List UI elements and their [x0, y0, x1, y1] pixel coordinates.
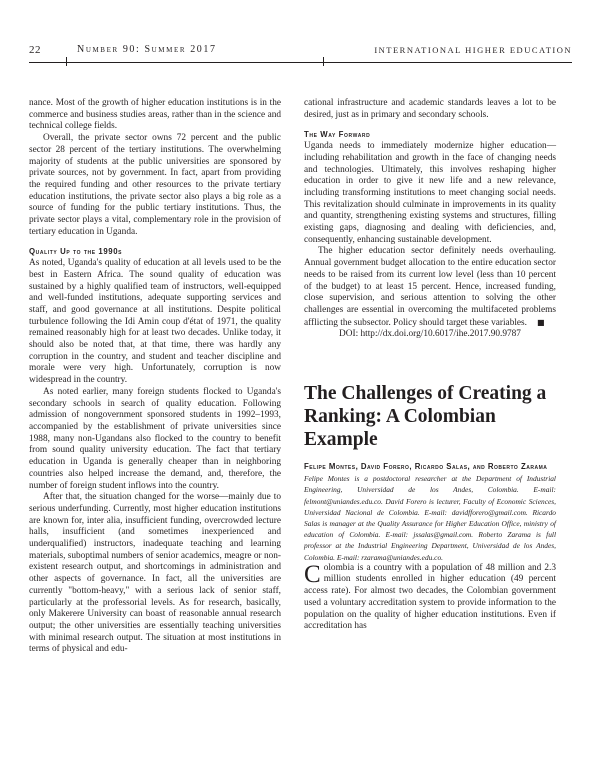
issue-label: Number 90: Summer 2017	[77, 44, 217, 55]
paragraph	[304, 246, 556, 329]
paragraph-text: The higher education sector definitely needs overhauling. Annual government budget allocation to the entire education sector needs to be raised from its current low level (less than 10 percent of the budget) to at least 15 percent. Hence, increased funding, close supervision, and serious attention to solving the other challenges are essential in overcoming the multifaceted problems afflicting the subsector. Policy should target these variables.	[304, 246, 556, 328]
article-intro	[304, 560, 556, 633]
journal-name: INTERNATIONAL HIGHER EDUCATION	[374, 45, 572, 55]
paragraph: cational infrastructure and academic standards leaves a lot to be desired, just as in primary and secondary schools.	[304, 98, 556, 120]
paragraph: nance. Most of the growth of higher education institutions is in the commerce and business studies areas, rather than in the science and technical college fields.	[29, 98, 281, 132]
paragraph: As noted, Uganda's quality of education at all levels used to be the best in Eastern Africa. The sound quality of education was sustained by a highly qualified team of instructors, well-equipped and well-funded institutions, adequate supporting services and staff, and good governance at all institutions. Despite political turbulence following the Idi Amin coup d'état of 1971, the quality remained reasonably high for at least two decades. Unlike today, it should also be noted that, at that time, there was hardly any corruption in the country, and student and teacher discipline and morale were very high. Unfortunately, corruption is now widespread in the country.	[29, 258, 281, 386]
header-rule-tick	[66, 57, 67, 66]
paragraph: Uganda needs to immediately modernize higher education—including rehabilitation and growth in the face of changing needs and technologies. Ultimately, this involves reshaping higher education in order to give it new life and a new relevance, including transforming institutions to meet changing social needs. This revitalization should culminate in improvements in its quality and quantity, strengthening existing systems and structures, filling existing gaps, diagnosing and dealing with deficiencies, and, consequently, enhancing sustainable development.	[304, 141, 556, 245]
paragraph: After that, the situation changed for the worse—mainly due to serious underfunding. Currently, most higher education institutions are known for, inter alia, insufficient funding, overcrowded lecture halls, insufficient (and sometimes inexperienced and underqualified) instructors, inadequate teaching and learning materials, suboptimal numbers of senior academics, meagre or non-existent research output, and shortcomings in administration and other aspects of governance. In fact, all the universities are currently "bottom-heavy," with a serious lack of senior staff, particularly at the professorial levels. As for research, basically, only Makerere University can boast of reasonable annual research output; the other universities are essentially teaching universities with minimal research output. The situation at most institutions in terms of physical and edu-	[29, 492, 281, 655]
section-heading: The Way Forward	[304, 130, 371, 140]
header-rule	[29, 62, 572, 63]
doi-link[interactable]: DOI: http://dx.doi.org/10.6017/ihe.2017.90.9787	[339, 329, 521, 340]
intro-text: olombia is a country with a population of 48 million and 2.3 million students enrolled in higher education (49 percent access rate). For almost two decades, the Colombian government used a voluntary accreditation system to provide information to the population on the quality of higher education institutions. Even if accreditation has	[304, 562, 556, 632]
paragraph: Overall, the private sector owns 72 percent and the public sector 28 percent of the tertiary institutions. The overwhelming majority of students at the public universities are sponsored by private sources, not by government. In fact, apart from providing the required funding and other resources to the private tertiary education institutions, the private sector also plays a big role as a source of funding for the public tertiary institutions. Thus, the private sector plays a vital, complementary role in the provision of tertiary education in Uganda.	[29, 133, 281, 237]
article-authors: Felipe Montes, David Forero, Ricardo Salas, and Roberto Zarama	[304, 462, 548, 472]
end-of-article-mark: ■	[537, 317, 545, 327]
article-title: The Challenges of Creating a Ranking: A Colombian Example	[304, 383, 547, 450]
section-heading: Quality Up to the 1990s	[29, 247, 123, 257]
author-bio: Felipe Montes is a postdoctoral researcher at the Department of Industrial Engineering, Universidad de los Andes, Colombia. E-mail: felmont@uniandes.edu.co. David Forero is lecturer, Faculty of Economic Sciences, Universidad Nacional de Colombia. E-mail: davidfforero@gmail.com. Ricardo Salas is manager at the Quality Assurance for Higher Education Office, ministry of education of Colombia. E-mail: jssalas@gmail.com. Roberto Zarama is full professor at the Industrial Engineering Department, Universidad de los Andes, Colombia. E-mail: rzarama@uniandes.edu.co.	[304, 474, 556, 562]
running-header	[29, 44, 572, 58]
right-column	[304, 98, 556, 633]
paragraph: As noted earlier, many foreign students flocked to Uganda's secondary schools in search of quality education. Following admission of nongovernment sponsored students in 1992–1993, accompanied by the establishment of private universities since 1988, many non-Ugandans also flocked to the country to benefit from sound quality university education. The fact that tertiary education in Uganda is generally cheaper than in neighboring countries also helped increase the demand, and, therefore, the number of foreign student inflows into the country.	[29, 386, 281, 491]
drop-cap: C	[304, 560, 321, 588]
header-rule-tick	[323, 57, 324, 66]
left-column	[29, 98, 281, 656]
page-number: 22	[29, 44, 41, 56]
